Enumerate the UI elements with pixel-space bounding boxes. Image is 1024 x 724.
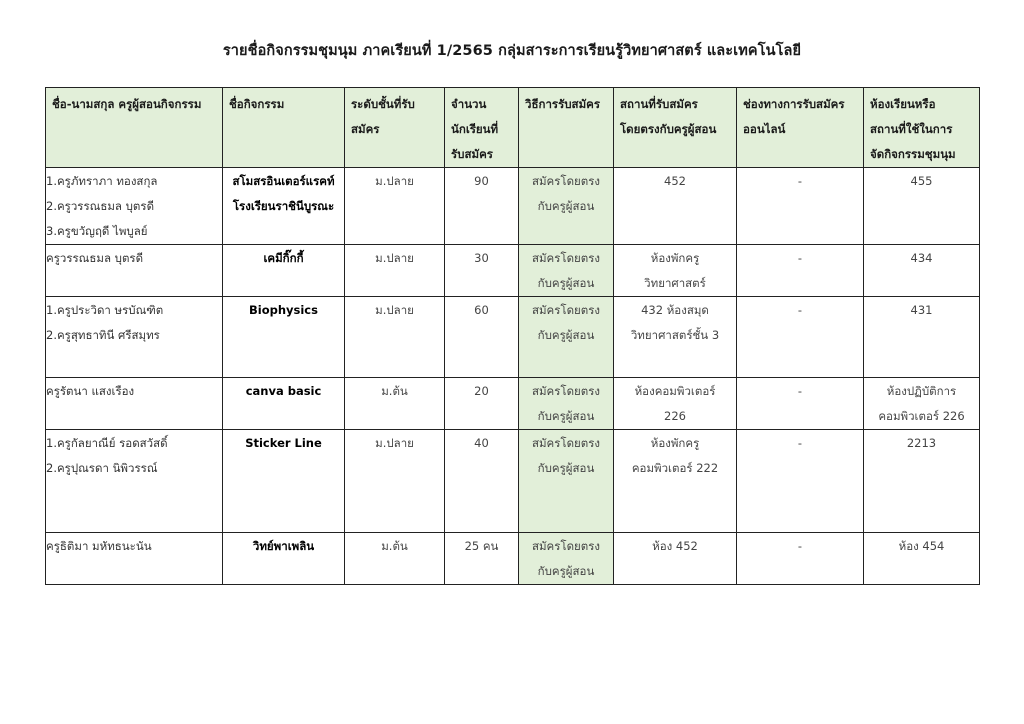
teacher-cell-line: 2.ครูปุณรดา นิพิวรรณ์ (46, 461, 158, 475)
student-count-cell (445, 378, 519, 430)
online-channel-cell-line: - (797, 436, 803, 450)
application-method-cell-line: สมัครโดยตรง (531, 303, 601, 317)
teacher-cell-line: ครูรัตนา แสงเรือง (46, 384, 135, 398)
column-header-line: สมัคร (351, 122, 380, 136)
activity-name-cell (223, 430, 345, 533)
activity-room-cell-line: ห้องปฏิบัติการ (886, 384, 957, 398)
application-place-cell-line: 452 (664, 174, 686, 188)
activity-name-cell-line: Sticker Line (245, 436, 322, 450)
teacher-cell (46, 245, 223, 297)
application-method-cell-line: กับครูผู้สอน (537, 461, 595, 475)
column-header-line: ชื่อกิจกรรม (229, 97, 285, 111)
application-place-cell (614, 168, 737, 245)
activity-room-cell (864, 168, 980, 245)
teacher-cell (46, 168, 223, 245)
student-count-cell-line: 40 (474, 436, 489, 450)
column-header-line: นักเรียนที่ (451, 122, 499, 136)
online-channel-cell (737, 430, 864, 533)
application-place-cell (614, 245, 737, 297)
teacher-cell (46, 297, 223, 378)
student-count-cell (445, 533, 519, 585)
column-header-line: ออนไลน์ (743, 122, 786, 136)
activity-name-cell (223, 533, 345, 585)
grade-level-cell-line: ม.ต้น (381, 539, 408, 553)
activity-name-cell-line: สโมสรอินเตอร์แรคท์ (232, 174, 335, 188)
page-title: รายชื่อกิจกรรมชุมนุม ภาคเรียนที่ 1/2565 กลุ่มสาระการเรียนรู้วิทยาศาสตร์ และเทคโนโลยี (222, 43, 802, 59)
online-channel-cell-line: - (797, 251, 803, 265)
column-header-line: สถานที่รับสมัคร (620, 97, 698, 111)
teacher-cell-line: 3.ครูขวัญฤดี ไพบูลย์ (46, 224, 148, 238)
column-header-line: รับสมัคร (451, 147, 493, 161)
teacher-cell (46, 430, 223, 533)
activity-name-cell-line: วิทย์พาเพลิน (252, 539, 315, 553)
grade-level-cell (345, 297, 445, 378)
student-count-cell-line: 60 (474, 303, 489, 317)
teacher-cell-line: ครูวรรณธมล บุตรดี (46, 251, 144, 265)
teacher-cell (46, 378, 223, 430)
application-place-cell-line: คอมพิวเตอร์ 222 (631, 461, 719, 475)
column-header-student-count (445, 88, 519, 168)
application-method-cell (519, 245, 614, 297)
column-header-line: จัดกิจกรรมชุมนุม (870, 147, 956, 161)
application-method-cell-line: สมัครโดยตรง (531, 436, 601, 450)
online-channel-cell (737, 378, 864, 430)
online-channel-cell-line: - (797, 174, 803, 188)
teacher-cell-line: 2.ครูสุทธาทินี ศรีสมุทร (46, 328, 160, 342)
activity-room-cell (864, 378, 980, 430)
application-place-cell-line: 432 ห้องสมุด (641, 303, 709, 317)
column-header-grade-level (345, 88, 445, 168)
online-channel-cell-line: - (797, 539, 803, 553)
student-count-cell-line: 25 คน (464, 539, 499, 553)
column-header-activity-name (223, 88, 345, 168)
student-count-cell-line: 30 (474, 251, 489, 265)
table-row (46, 245, 980, 297)
grade-level-cell-line: ม.ปลาย (375, 251, 414, 265)
column-header-teacher-name (46, 88, 223, 168)
activity-room-cell-line: 455 (910, 174, 933, 188)
student-count-cell (445, 297, 519, 378)
column-header-line: วิธีการรับสมัคร (525, 97, 601, 111)
activity-name-cell (223, 378, 345, 430)
activity-name-cell (223, 297, 345, 378)
club-activities-table (45, 87, 980, 585)
teacher-cell (46, 533, 223, 585)
grade-level-cell (345, 378, 445, 430)
column-header-line: สถานที่ใช้ในการ (870, 122, 953, 136)
column-header-application-method (519, 88, 614, 168)
application-place-cell-line: ห้องคอมพิวเตอร์ (634, 384, 716, 398)
application-method-cell-line: สมัครโดยตรง (531, 251, 601, 265)
column-header-line: ห้องเรียนหรือ (870, 97, 936, 111)
application-method-cell (519, 430, 614, 533)
column-header-application-place (614, 88, 737, 168)
application-method-cell (519, 168, 614, 245)
application-method-cell-line: กับครูผู้สอน (537, 564, 595, 578)
teacher-cell-line: 1.ครูภัทราภา ทองสกุล (46, 174, 158, 188)
online-channel-cell (737, 168, 864, 245)
activity-room-cell (864, 245, 980, 297)
application-method-cell-line: สมัครโดยตรง (531, 174, 601, 188)
grade-level-cell (345, 533, 445, 585)
application-place-cell-line: ห้องพักครู (650, 436, 700, 450)
application-place-cell-line: วิทยาศาสตร์ (644, 276, 706, 290)
activity-name-cell-line: canva basic (245, 384, 322, 398)
activity-room-cell (864, 533, 980, 585)
application-place-cell-line: 226 (664, 409, 686, 423)
student-count-cell (445, 245, 519, 297)
activity-name-cell-line: โรงเรียนราชินีบูรณะ (232, 199, 335, 213)
application-method-cell-line: กับครูผู้สอน (537, 328, 595, 342)
table-header-row (46, 88, 980, 168)
column-header-line: โดยตรงกับครูผู้สอน (620, 122, 717, 136)
activity-room-cell-line: ห้อง 454 (898, 539, 945, 553)
student-count-cell-line: 90 (474, 174, 489, 188)
column-header-line: ช่องทางการรับสมัคร (743, 97, 845, 111)
online-channel-cell (737, 297, 864, 378)
application-method-cell (519, 378, 614, 430)
column-header-online-channel (737, 88, 864, 168)
grade-level-cell-line: ม.ต้น (381, 384, 408, 398)
grade-level-cell-line: ม.ปลาย (375, 174, 414, 188)
grade-level-cell (345, 245, 445, 297)
column-header-line: ระดับชั้นที่รับ (351, 97, 415, 111)
activity-room-cell-line: 2213 (906, 436, 937, 450)
application-place-cell (614, 430, 737, 533)
table-row (46, 430, 980, 533)
table-row (46, 297, 980, 378)
online-channel-cell-line: - (797, 384, 803, 398)
online-channel-cell (737, 533, 864, 585)
column-header-activity-room (864, 88, 980, 168)
grade-level-cell-line: ม.ปลาย (375, 303, 414, 317)
student-count-cell-line: 20 (474, 384, 489, 398)
activity-room-cell (864, 430, 980, 533)
teacher-cell-line: 1.ครูประวิดา ษรบัณฑิต (46, 303, 164, 317)
activity-name-cell (223, 245, 345, 297)
activity-name-cell-line: เคมีกิ๊กกี้ (263, 251, 304, 265)
application-method-cell-line: กับครูผู้สอน (537, 199, 595, 213)
activity-room-cell-line: คอมพิวเตอร์ 226 (878, 409, 965, 423)
application-place-cell (614, 378, 737, 430)
activity-room-cell (864, 297, 980, 378)
application-place-cell-line: ห้อง 452 (652, 539, 698, 553)
column-header-line: ชื่อ-นามสกุล ครูผู้สอนกิจกรรม (52, 97, 202, 111)
activity-room-cell-line: 431 (910, 303, 933, 317)
teacher-cell-line: 2.ครูวรรณธมล บุตรดี (46, 199, 155, 213)
application-method-cell (519, 297, 614, 378)
table-row (46, 533, 980, 585)
column-header-line: จำนวน (451, 97, 487, 111)
application-method-cell-line: สมัครโดยตรง (531, 384, 601, 398)
online-channel-cell (737, 245, 864, 297)
application-method-cell-line: สมัครโดยตรง (531, 539, 601, 553)
application-place-cell (614, 297, 737, 378)
student-count-cell (445, 430, 519, 533)
student-count-cell (445, 168, 519, 245)
teacher-cell-line: 1.ครูกัลยาณีย์ รอดสวัสดิ์ (46, 436, 168, 450)
activity-room-cell-line: 434 (910, 251, 933, 265)
application-method-cell-line: กับครูผู้สอน (537, 276, 595, 290)
table-row (46, 378, 980, 430)
grade-level-cell-line: ม.ปลาย (375, 436, 414, 450)
grade-level-cell (345, 168, 445, 245)
application-method-cell-line: กับครูผู้สอน (537, 409, 595, 423)
activity-name-cell (223, 168, 345, 245)
application-place-cell (614, 533, 737, 585)
application-method-cell (519, 533, 614, 585)
teacher-cell-line: ครูธิติมา มหัทธนะนัน (46, 539, 152, 553)
table-row (46, 168, 980, 245)
activity-name-cell-line: Biophysics (249, 303, 318, 317)
application-place-cell-line: วิทยาศาสตร์ชั้น 3 (630, 328, 720, 342)
online-channel-cell-line: - (797, 303, 803, 317)
application-place-cell-line: ห้องพักครู (650, 251, 700, 265)
grade-level-cell (345, 430, 445, 533)
